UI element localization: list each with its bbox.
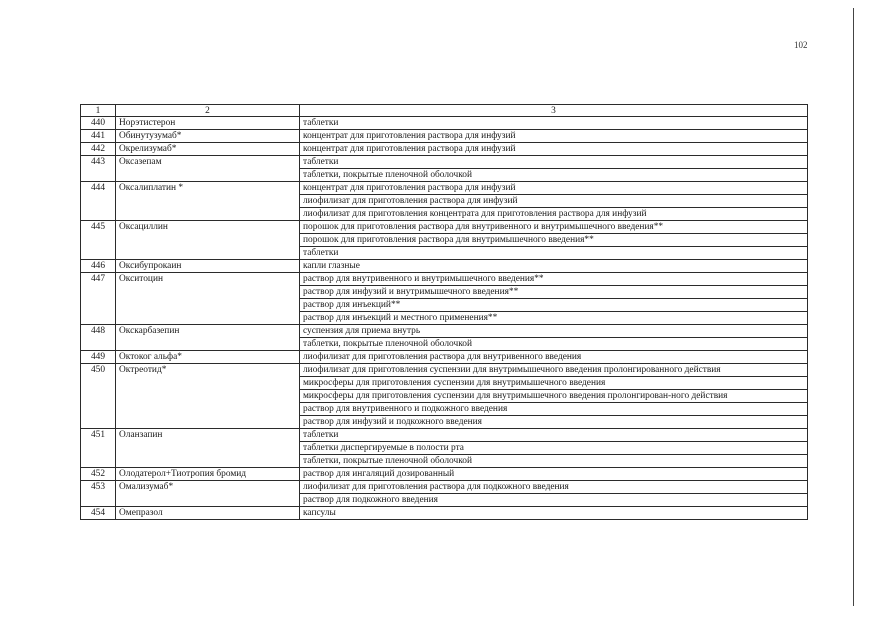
dosage-form: порошок для приготовления раствора для внутривенного и внутримышечного введения** [300, 221, 808, 234]
drug-name: Окскарбазепин [116, 325, 300, 351]
drug-name: Оланзапин [116, 429, 300, 468]
dosage-form: таблетки [300, 247, 808, 260]
dosage-form: раствор для подкожного введения [300, 494, 808, 507]
drug-name: Окрелизумаб* [116, 143, 300, 156]
dosage-form: концентрат для приготовления раствора для инфузий [300, 130, 808, 143]
table-row [81, 481, 808, 494]
row-number: 452 [81, 468, 116, 481]
drug-name: Оксибупрокаин [116, 260, 300, 273]
dosage-form: раствор для инъекций и местного применения** [300, 312, 808, 325]
table-row [81, 364, 808, 377]
column-header: 2 [116, 105, 300, 117]
dosage-form: концентрат для приготовления раствора для инфузий [300, 143, 808, 156]
dosage-form: раствор для внутривенного и внутримышечного введения** [300, 273, 808, 286]
column-header: 1 [81, 105, 116, 117]
dosage-form: лиофилизат для приготовления раствора для внутривенного введения [300, 351, 808, 364]
dosage-form: лиофилизат для приготовления суспензии для внутримышечного введения пролонгированного действия [300, 364, 808, 377]
table-row [81, 325, 808, 338]
row-number: 450 [81, 364, 116, 429]
drug-name: Оксациллин [116, 221, 300, 260]
drug-name: Омализумаб* [116, 481, 300, 507]
drug-name: Оксалиплатин * [116, 182, 300, 221]
row-number: 441 [81, 130, 116, 143]
row-number: 440 [81, 117, 116, 130]
row-number: 444 [81, 182, 116, 221]
drug-name: Окситоцин [116, 273, 300, 325]
row-number: 446 [81, 260, 116, 273]
page-edge-line [853, 8, 854, 606]
drug-name: Обинутузумаб* [116, 130, 300, 143]
dosage-form: раствор для ингаляций дозированный [300, 468, 808, 481]
dosage-form: микросферы для приготовления суспензии для внутримышечного введения [300, 377, 808, 390]
drug-name: Оксазепам [116, 156, 300, 182]
dosage-form: порошок для приготовления раствора для внутримышечного введения** [300, 234, 808, 247]
dosage-form: таблетки [300, 429, 808, 442]
table-row [81, 221, 808, 234]
table-row [81, 260, 808, 273]
row-number: 448 [81, 325, 116, 351]
dosage-form: капсулы [300, 507, 808, 520]
medicines-table [80, 104, 808, 520]
dosage-form: таблетки диспергируемые в полости рта [300, 442, 808, 455]
row-number: 449 [81, 351, 116, 364]
dosage-form: микросферы для приготовления суспензии для внутримышечного введения пролонгирован-ного действия [300, 390, 808, 403]
row-number: 445 [81, 221, 116, 260]
dosage-form: таблетки, покрытые пленочной оболочкой [300, 169, 808, 182]
dosage-form: таблетки, покрытые пленочной оболочкой [300, 338, 808, 351]
dosage-form: суспензия для приема внутрь [300, 325, 808, 338]
dosage-form: раствор для инфузий и внутримышечного введения** [300, 286, 808, 299]
dosage-form: таблетки [300, 117, 808, 130]
table-row [81, 468, 808, 481]
drug-name: Октреотид* [116, 364, 300, 429]
dosage-form: концентрат для приготовления раствора для инфузий [300, 182, 808, 195]
dosage-form: лиофилизат для приготовления раствора для подкожного введения [300, 481, 808, 494]
table-row [81, 143, 808, 156]
dosage-form: раствор для инъекций** [300, 299, 808, 312]
table-header-row [81, 105, 808, 117]
table-row [81, 351, 808, 364]
row-number: 454 [81, 507, 116, 520]
dosage-form: таблетки, покрытые пленочной оболочкой [300, 455, 808, 468]
row-number: 451 [81, 429, 116, 468]
page-number: 102 [794, 40, 808, 50]
dosage-form: таблетки [300, 156, 808, 169]
drug-name: Олодатерол+Тиотропия бромид [116, 468, 300, 481]
dosage-form: лиофилизат для приготовления раствора для инфузий [300, 195, 808, 208]
drug-name: Октоког альфа* [116, 351, 300, 364]
table-row [81, 156, 808, 169]
table-row [81, 182, 808, 195]
dosage-form: лиофилизат для приготовления концентрата для приготовления раствора для инфузий [300, 208, 808, 221]
row-number: 443 [81, 156, 116, 182]
dosage-form: раствор для внутривенного и подкожного введения [300, 403, 808, 416]
row-number: 447 [81, 273, 116, 325]
drug-name: Омепразол [116, 507, 300, 520]
row-number: 453 [81, 481, 116, 507]
dosage-form: раствор для инфузий и подкожного введения [300, 416, 808, 429]
table-row [81, 130, 808, 143]
column-header: 3 [300, 105, 808, 117]
table-row [81, 429, 808, 442]
row-number: 442 [81, 143, 116, 156]
drug-name: Норэтистерон [116, 117, 300, 130]
table-row [81, 507, 808, 520]
dosage-form: капли глазные [300, 260, 808, 273]
table-row [81, 117, 808, 130]
table-row [81, 273, 808, 286]
